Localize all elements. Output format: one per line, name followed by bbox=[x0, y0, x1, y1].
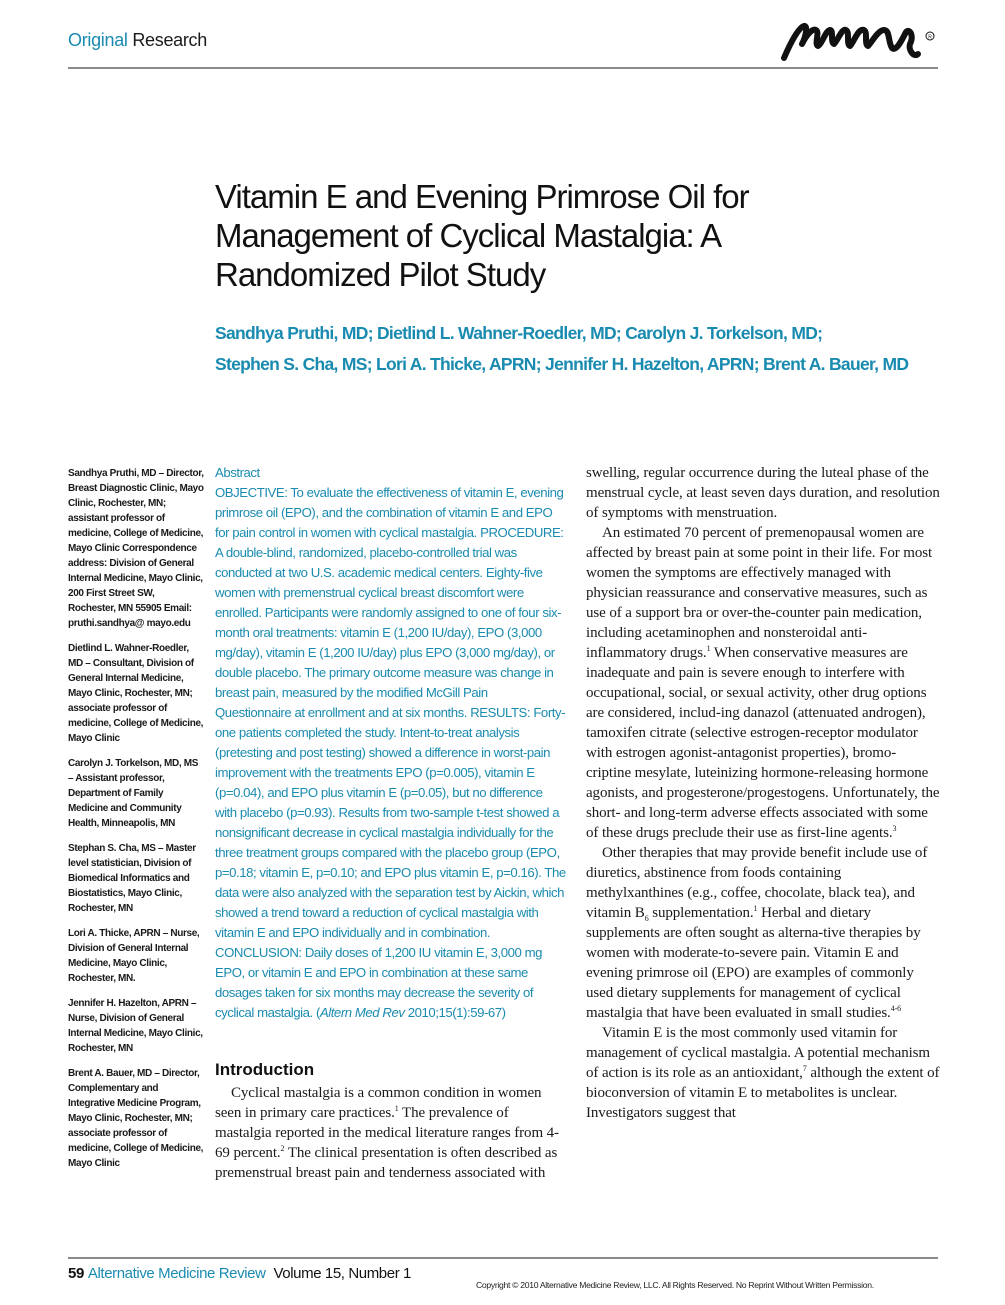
article-title: Vitamin E and Evening Primrose Oil for Management of Cyclical Mastalgia: A Randomized Pilot Study bbox=[215, 178, 749, 293]
journal-name: Alternative Medicine Review bbox=[87, 1265, 266, 1282]
text-run: When conservative measures are inadequate and pain is severe enough to interfere with occupational, social, or sexual activity, other drug options are considered, includ-ing danazol (attenuated androgen), tamoxifen citrate (selective estrogen-receptor modulator with estrogen agonist-antagonist properties), bromo-criptine mesylate, luteinizing hormone-releasing hormone agonists, and progesterone/progestogens. Unfortunately, the short- and long-term adverse effects associated with some of these drugs preclude their use as first-line agents. bbox=[586, 645, 940, 841]
introduction-heading: Introduction bbox=[215, 1060, 315, 1079]
text-run: The prevalence of mastalgia reported in the medical literature ranges from 4-69 percent. bbox=[215, 1105, 559, 1161]
copyright-notice: Copyright © 2010 Alternative Medicine Review, LLC. All Rights Reserved. No Reprint Without Written Permission. bbox=[476, 1280, 874, 1290]
author-list bbox=[215, 318, 955, 380]
abstract-heading: Abstract bbox=[215, 465, 260, 480]
reference-marker: 7 bbox=[802, 1064, 807, 1073]
citation-rest: 2010;15(1):59-67) bbox=[404, 1005, 506, 1020]
body-column-left bbox=[215, 1083, 567, 1183]
abstract-body: OBJECTIVE: To evaluate the effectiveness of vitamin E, evening primrose oil (EPO), and the combination of vitamin E and EPO for pain control in women with cyclical mastalgia. PROCEDURE: A double-blind, randomized, placebo-controlled trial was conducted at two U.S. academic medical centers. Eighty-five women with premenstrual cyclical breast discomfort were enrolled. Participants were randomly assigned to one of four six-month oral treatments: vitamin E (1,200 IU/day), EPO (3,000 mg/day), vitamin E (1,200 IU/day) plus EPO (3,000 mg/day), or double placebo. The primary outcome measure was change in breast pain, measured by the modified McGill Pain Questionnaire at enrollment and at six months. RESULTS: Forty-one patients completed the study. Intent-to-treat analysis (pretesting and post testing) showed a difference in worst-pain improvement with the treatments EPO (p=0.005), vitamin E (p=0.04), and EPO plus vitamin E (p=0.05), but no difference with placebo (p=0.93). Results from two-sample t-test showed a nonsignificant decrease in cyclical mastalgia individually for the three treatment groups compared with the placebo group (EPO, p=0.18; vitamin E, p=0.10; and EPO plus vitamin E, p=0.16). The data were also analyzed with the separation test by Aickin, which showed a trend toward a reduction of cyclical mastalgia with vitamin E and EPO individually and in combination. CONCLUSION: Daily doses of 1,200 IU vitamin E, 3,000 mg EPO, or vitamin E and EPO in combination at these same dosages taken for six months may decrease the severity of cyclical mastalgia. bbox=[215, 485, 566, 1020]
text-run: Cyclical mastalgia is a common condition in women seen in primary care practices. bbox=[215, 1085, 542, 1121]
text-run: An estimated 70 percent of premenopausal women are affected by breast pain at some point in their life. For most women the symptoms are effectively managed with physician reassurance and conservative measures, such as use of a support bra or over-the-counter pain medication, including acetaminophen and nonsteroidal anti-inflammatory drugs. bbox=[586, 525, 933, 661]
paragraph bbox=[586, 843, 941, 1023]
text-run: Vitamin E is the most commonly used vitamin for management of cyclical mastalgia. A potential mechanism of action is its role as an antioxidant, bbox=[586, 1025, 930, 1081]
reference-marker: 1 bbox=[394, 1104, 399, 1113]
authors-line-1: Sandhya Pruthi, MD; Dietlind L. Wahner-Roedler, MD; Carolyn J. Torkelson, MD; bbox=[215, 323, 823, 343]
svg-text:R: R bbox=[928, 34, 932, 41]
reference-marker: 2 bbox=[280, 1144, 285, 1153]
header-rule bbox=[68, 67, 938, 69]
footer-rule bbox=[68, 1257, 938, 1259]
volume-info: Volume 15, Number 1 bbox=[273, 1265, 411, 1282]
affiliation: Carolyn J. Torkelson, MD, MS – Assistant professor, Department of Family Medicine and Community Health, Minneapolis, MN bbox=[68, 758, 199, 829]
reference-marker: 4-6 bbox=[890, 1004, 902, 1013]
body-column-right bbox=[586, 463, 941, 1123]
text-run: Other therapies that may provide benefit include use of diuretics, abstinence from foods containing methylxanthines (e.g., coffee, chocolate, black tea), and vitamin B bbox=[586, 845, 928, 921]
citation-journal: Altern Med Rev bbox=[319, 1005, 405, 1020]
section-label bbox=[68, 30, 207, 51]
text-run: Herbal and dietary supplements are often sought as alterna-tive therapies by women with moderate-to-severe pain. Vitamin E and evening primrose oil (EPO) are examples of commonly used dietary supplements for management of cyclical mastalgia that have been evaluated in small studies. bbox=[586, 905, 921, 1021]
affiliation: Jennifer H. Hazelton, APRN – Nurse, Division of General Internal Medicine, Mayo Clinic, Rochester, MN bbox=[68, 998, 203, 1054]
abstract bbox=[215, 463, 567, 1023]
reference-marker: 1 bbox=[706, 644, 711, 653]
paragraph bbox=[215, 1083, 567, 1183]
authors-line-2: Stephen S. Cha, MS; Lori A. Thicke, APRN; Jennifer H. Hazelton, APRN; Brent A. Bauer, MD bbox=[215, 354, 909, 374]
reference-marker: 1 bbox=[753, 904, 758, 913]
text-run: The clinical presentation is often described as premenstrual breast pain and tenderness associated with bbox=[215, 1145, 558, 1181]
footer-journal-info bbox=[68, 1265, 411, 1282]
affiliation: Brent A. Bauer, MD – Director, Complementary and Integrative Medicine Program, Mayo Clinic, Rochester, MN; associate professor of medicine, College of Medicine, Mayo Clinic bbox=[68, 1068, 204, 1169]
amr-logo bbox=[780, 14, 940, 64]
page-number: 59 bbox=[68, 1265, 84, 1282]
affiliation: Dietlind L. Wahner-Roedler, MD – Consultant, Division of General Internal Medicine, Mayo Clinic, Rochester, MN; associate professor of medicine, College of Medicine, Mayo Clinic bbox=[68, 643, 204, 744]
affiliation: Stephan S. Cha, MS – Master level statistician, Division of Biomedical Informatics and Biostatistics, Mayo Clinic, Rochester, MN bbox=[68, 843, 196, 914]
abstract-citation bbox=[316, 1005, 506, 1020]
section-label-rest: Research bbox=[132, 30, 207, 50]
affiliation: Sandhya Pruthi, MD – Director, Breast Diagnostic Clinic, Mayo Clinic, Rochester, MN; assistant professor of medicine, College of Medicine, Mayo Clinic Correspondence address: Division of General Internal Medicine, Mayo Clinic, 200 First Street SW, Rochester, MN 55905 Email: pruthi.sandhya@ mayo.edu bbox=[68, 468, 204, 629]
text-run: although the extent of bioconversion of vitamin E to metabolites is unclear. Investigators suggest that bbox=[586, 1065, 940, 1121]
subscript: 6 bbox=[644, 914, 649, 923]
citation-open: ( bbox=[315, 1005, 320, 1020]
paragraph: swelling, regular occurrence during the luteal phase of the menstrual cycle, at least seven days duration, and resolution of symptoms with menstruation. bbox=[586, 465, 940, 521]
paragraph bbox=[586, 523, 941, 843]
author-affiliations bbox=[68, 466, 204, 1181]
text-run: supplementation. bbox=[648, 905, 754, 921]
section-label-accent: Original bbox=[68, 30, 128, 50]
paragraph bbox=[586, 1023, 941, 1123]
affiliation: Lori A. Thicke, APRN – Nurse, Division of General Internal Medicine, Mayo Clinic, Rochester, MN. bbox=[68, 928, 200, 984]
reference-marker: 3 bbox=[892, 824, 897, 833]
